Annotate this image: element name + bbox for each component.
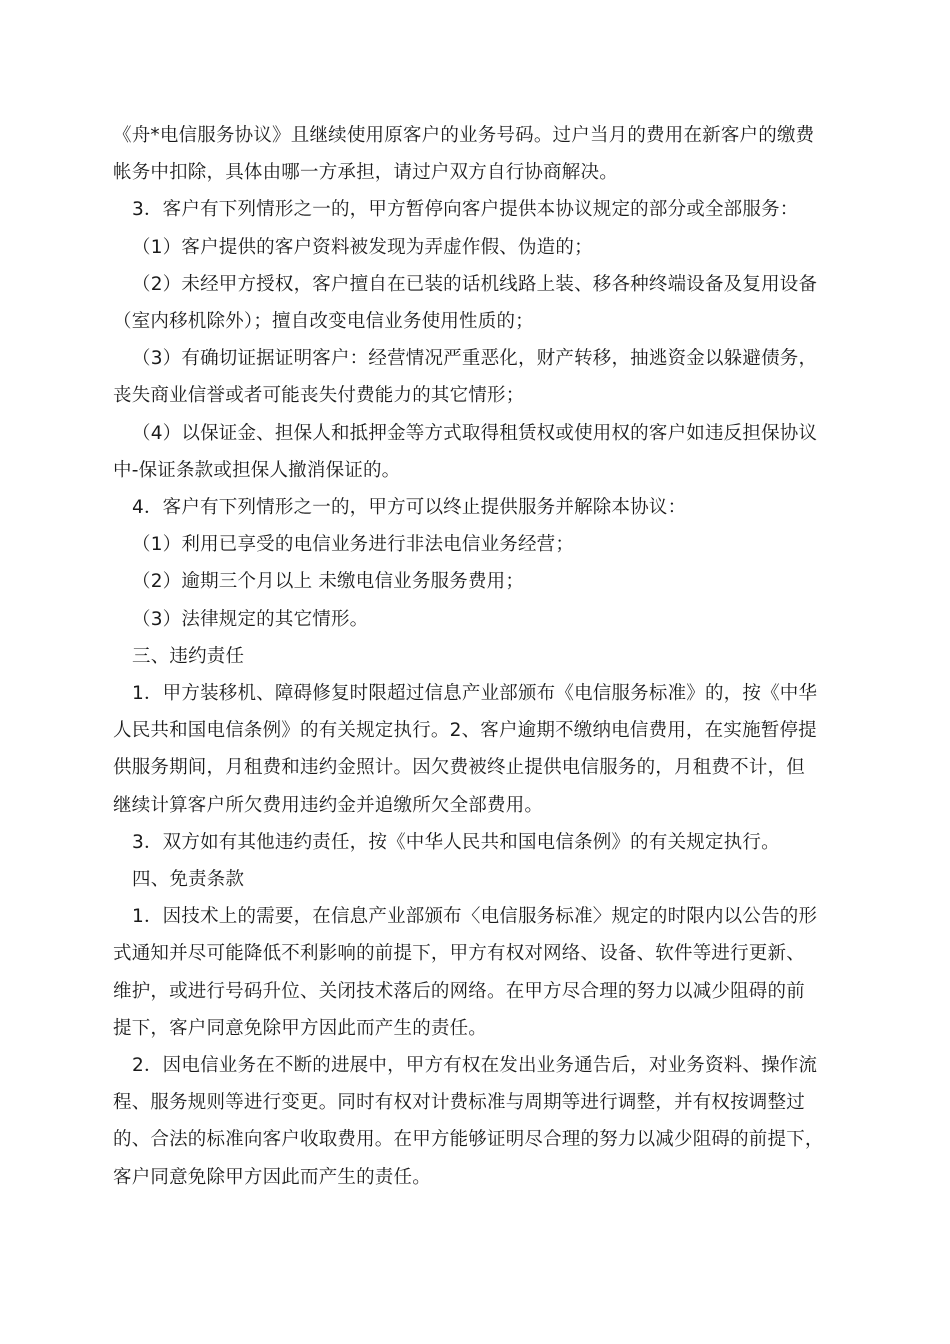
- text-line: 供服务期间，月租费和违约金照计。因欠费被终止提供电信服务的，月租费不计，但: [113, 757, 805, 779]
- text-line: 客户同意免除甲方因此而产生的责任。: [113, 1166, 431, 1188]
- text-line: 1．因技术上的需要，在信息产业部颁布〈电信服务标准〉规定的时限内以公告的形: [132, 906, 818, 928]
- document-body: [113, 117, 843, 1196]
- text-line: （室内移机除外）；擅自改变电信业务使用性质的；: [113, 311, 534, 333]
- text-line: 提下，客户同意免除甲方因此而产生的责任。: [113, 1017, 488, 1039]
- text-line: 维护，或进行号码升位、关闭技术落后的网络。在甲方尽合理的努力以减少阻碍的前: [113, 980, 805, 1002]
- text-line: （3）法律规定的其它情形。: [132, 608, 369, 630]
- text-line: 4．客户有下列情形之一的，甲方可以终止提供服务并解除本协议：: [132, 497, 687, 519]
- text-line: （3）有确切证据证明客户：经营情况严重恶化，财产转移，抽逃资金以躲避债务，: [132, 348, 818, 370]
- text-line: 2．因电信业务在不断的进展中，甲方有权在发出业务通告后，对业务资料、操作流: [132, 1055, 818, 1077]
- text-line: （2）未经甲方授权，客户擅自在已装的话机线路上装、移各种终端设备及复用设备: [132, 273, 818, 295]
- text-line: 1．甲方装移机、障碍修复时限超过信息产业部颁布《电信服务标准》的，按《中华: [132, 683, 818, 705]
- text-line: 中-保证条款或担保人撤消保证的。: [113, 459, 401, 481]
- text-line: （1）客户提供的客户资料被发现为弄虚作假、伪造的；: [132, 236, 593, 258]
- text-line: 人民共和国电信条例》的有关规定执行。2、客户逾期不缴纳电信费用，在实施暂停提: [113, 720, 817, 742]
- text-line: 《舟*电信服务协议》且继续使用原客户的业务号码。过户当月的费用在新客户的缴费: [113, 125, 815, 146]
- text-line: 式通知并尽可能降低不利影响的前提下，甲方有权对网络、设备、软件等进行更新、: [113, 943, 805, 965]
- text-line: （4）以保证金、担保人和抵押金等方式取得租赁权或使用权的客户如违反担保协议: [132, 422, 818, 444]
- text-line: 程、服务规则等进行变更。同时有权对计费标准与周期等进行调整，并有权按调整过: [113, 1092, 805, 1114]
- text-line: 继续计算客户所欠费用违约金并追缴所欠全部费用。: [113, 794, 544, 816]
- text-line: 帐务中扣除，具体由哪一方承担，请过户双方自行协商解决。: [113, 162, 618, 184]
- text-line: （1）利用已享受的电信业务进行非法电信业务经营；: [132, 534, 575, 556]
- text-line: 的、合法的标准向客户收取费用。在甲方能够证明尽合理的努力以减少阻碍的前提下，: [113, 1129, 824, 1151]
- text-line: （2）逾期三个月以上 未缴电信业务服务费用；: [132, 571, 525, 593]
- section-heading: 三、违约责任: [132, 645, 245, 667]
- text-line: 3．双方如有其他违约责任，按《中华人民共和国电信条例》的有关规定执行。: [132, 831, 780, 853]
- text-line: 3．客户有下列情形之一的，甲方暂停向客户提供本协议规定的部分或全部服务：: [132, 199, 799, 221]
- text-line: 丧失商业信誉或者可能丧失付费能力的其它情形；: [113, 385, 525, 407]
- section-heading: 四、免责条款: [132, 869, 245, 891]
